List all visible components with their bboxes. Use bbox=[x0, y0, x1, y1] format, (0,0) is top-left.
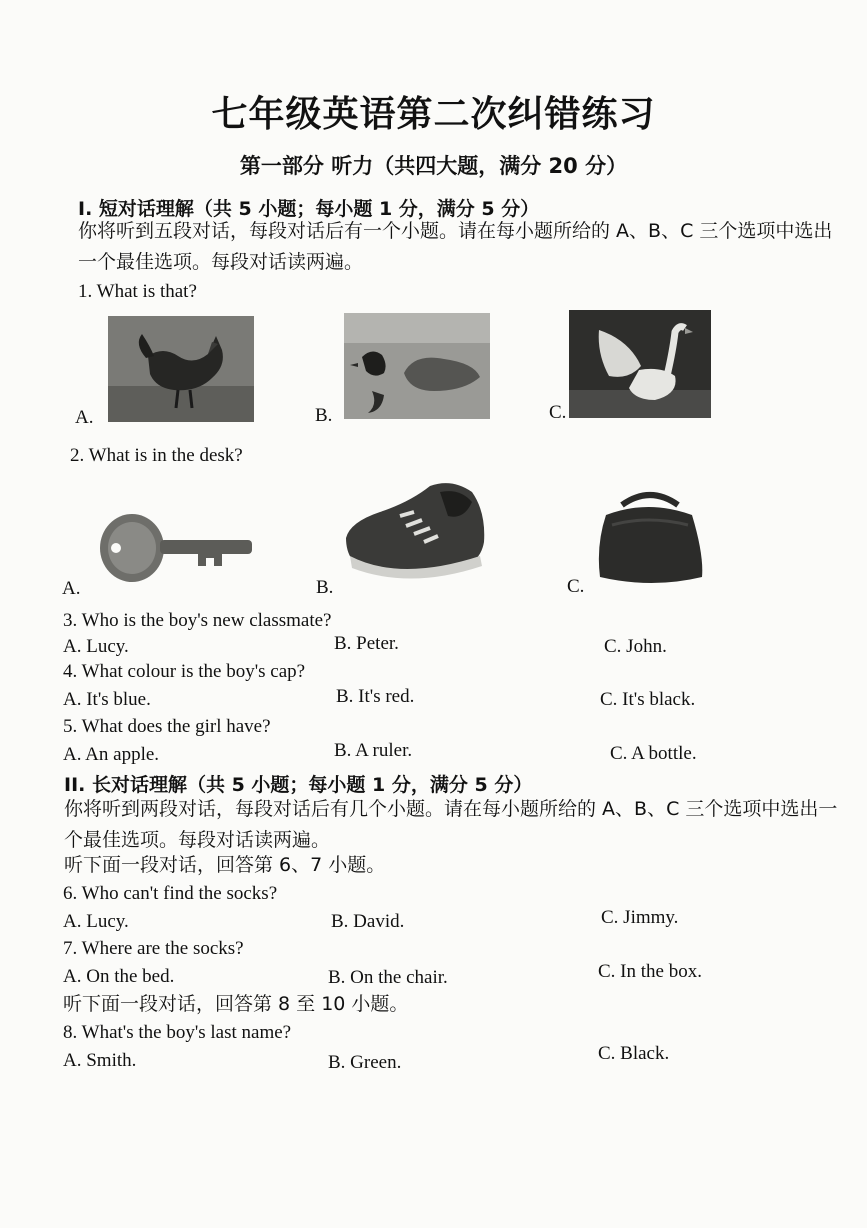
q3-option-a: A. Lucy. bbox=[63, 636, 129, 657]
q2-label-c: C. bbox=[567, 576, 585, 597]
section-1-instructions: 你将听到五段对话，每段对话后有一个小题。请在每小题所给的 A、B、C 三个选项中选出一个最佳选项。每段对话读两遍。 bbox=[78, 220, 833, 273]
sneaker-picture bbox=[340, 472, 490, 588]
q5-option-a: A. An apple. bbox=[63, 744, 160, 765]
bag-picture bbox=[592, 485, 708, 589]
part-subtitle: 第一部分 听力（共四大题，满分 20 分） bbox=[239, 154, 628, 178]
q8-option-c: C. Black. bbox=[598, 1043, 670, 1064]
section-2-instructions: 你将听到两段对话，每段对话后有几个小题。请在每小题所给的 A、B、C 三个选项中选出一个最佳选项。每段对话读两遍。 bbox=[64, 798, 838, 851]
q8-option-a: A. Smith. bbox=[63, 1050, 137, 1071]
q1-label-a: A. bbox=[75, 407, 94, 428]
question-2: 2. What is in the desk? bbox=[70, 445, 243, 466]
q2-label-a: A. bbox=[62, 578, 81, 599]
q5-option-b: B. A ruler. bbox=[334, 740, 413, 761]
q7-option-b: B. On the chair. bbox=[328, 967, 448, 988]
question-6: 6. Who can't find the socks? bbox=[63, 883, 278, 904]
q1-label-c: C. bbox=[549, 402, 567, 423]
q7-option-a: A. On the bed. bbox=[63, 966, 175, 987]
dialog-1-instruction: 听下面一段对话，回答第 6、7 小题。 bbox=[64, 854, 386, 876]
dialog-2-instruction: 听下面一段对话，回答第 8 至 10 小题。 bbox=[63, 993, 409, 1015]
duck-picture bbox=[344, 313, 490, 419]
q1-label-b: B. bbox=[315, 405, 333, 426]
question-1: 1. What is that? bbox=[78, 281, 197, 302]
section-2-heading: II. 长对话理解（共 5 小题；每小题 1 分，满分 5 分） bbox=[64, 774, 533, 796]
page-title: 七年级英语第二次纠错练习 bbox=[211, 94, 656, 135]
question-8: 8. What's the boy's last name? bbox=[63, 1022, 292, 1043]
question-3: 3. Who is the boy's new classmate? bbox=[63, 610, 332, 631]
q3-option-b: B. Peter. bbox=[334, 633, 399, 654]
q6-option-a: A. Lucy. bbox=[63, 911, 129, 932]
q4-option-a: A. It's blue. bbox=[63, 689, 151, 710]
rooster-picture bbox=[108, 316, 254, 422]
q6-option-b: B. David. bbox=[331, 911, 405, 932]
swan-picture bbox=[569, 310, 711, 418]
q5-option-c: C. A bottle. bbox=[610, 743, 697, 764]
q8-option-b: B. Green. bbox=[328, 1052, 402, 1073]
section-1-heading: I. 短对话理解（共 5 小题；每小题 1 分，满分 5 分） bbox=[78, 198, 540, 220]
q2-label-b: B. bbox=[316, 577, 334, 598]
q3-option-c: C. John. bbox=[604, 636, 667, 657]
q6-option-c: C. Jimmy. bbox=[601, 907, 679, 928]
q4-option-c: C. It's black. bbox=[600, 689, 696, 710]
q4-option-b: B. It's red. bbox=[336, 686, 415, 707]
key-picture bbox=[98, 506, 260, 590]
question-7: 7. Where are the socks? bbox=[63, 938, 244, 959]
question-4: 4. What colour is the boy's cap? bbox=[63, 661, 306, 682]
question-5: 5. What does the girl have? bbox=[63, 716, 271, 737]
q7-option-c: C. In the box. bbox=[598, 961, 702, 982]
